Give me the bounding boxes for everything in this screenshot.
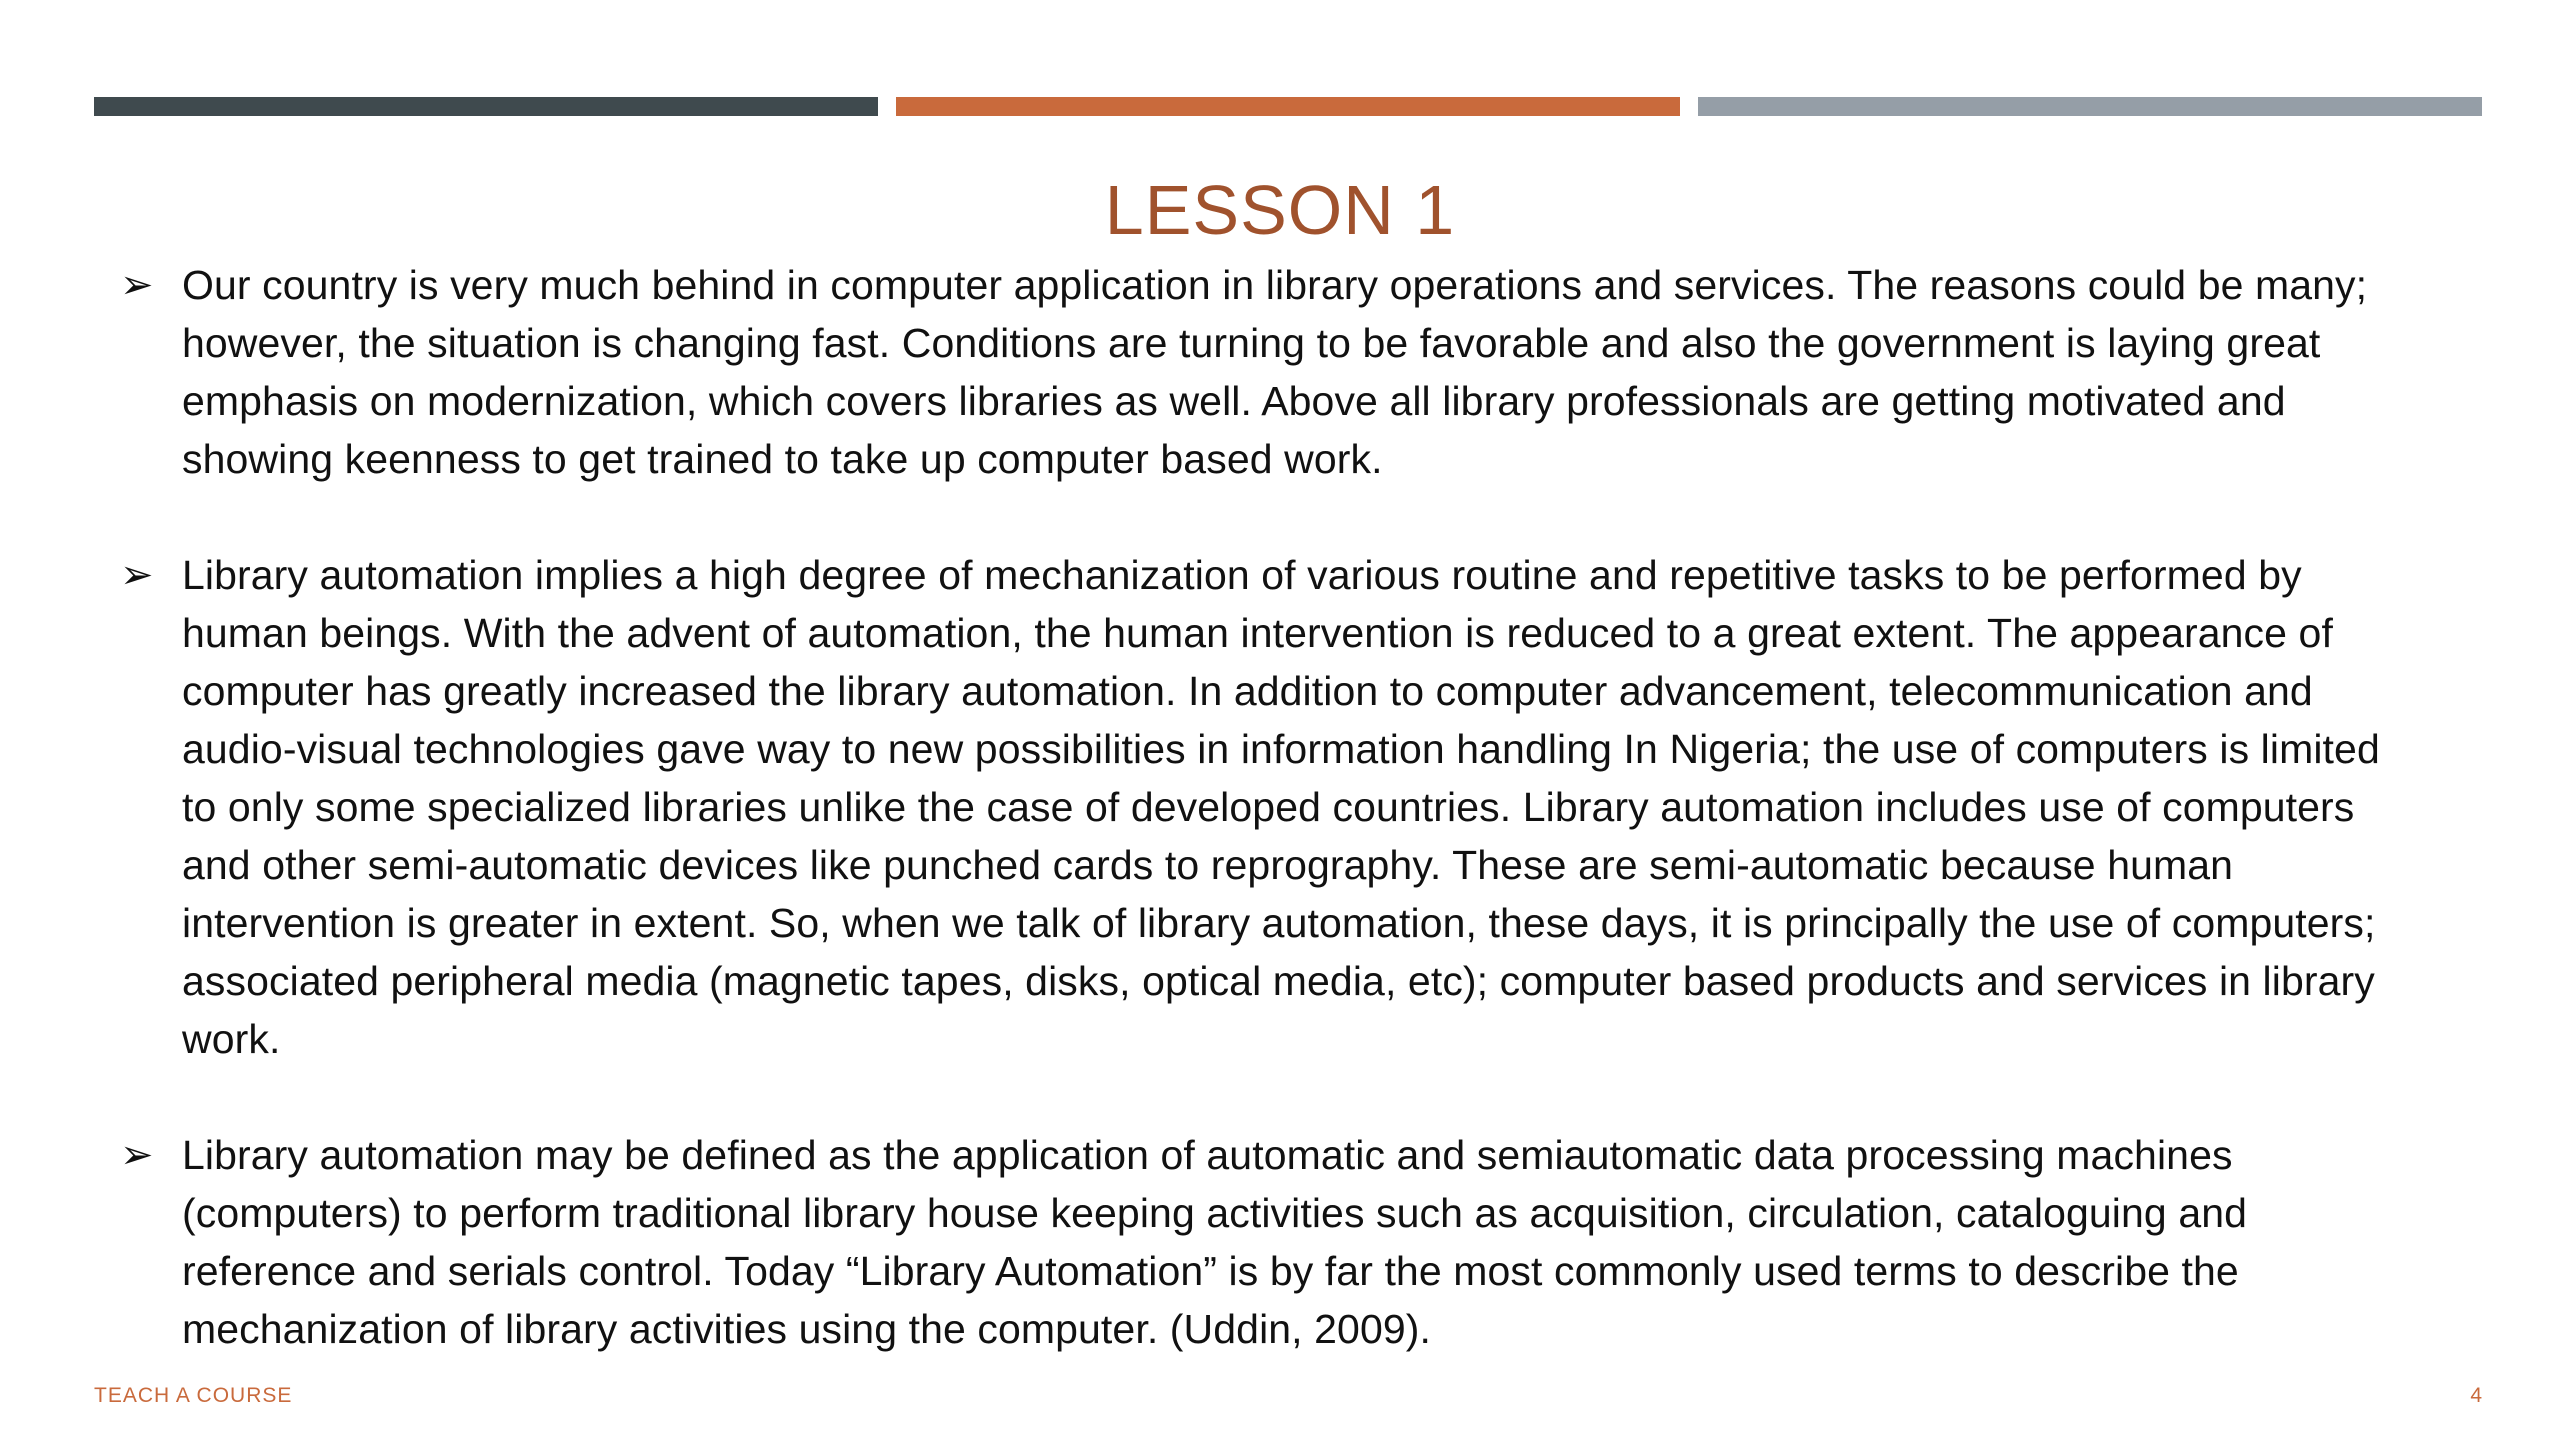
bullet-item	[120, 256, 2420, 488]
top-accent-bar-gray	[1698, 97, 2482, 116]
bullet-text: Our country is very much behind in computer application in library operations and services. The reasons could be many; however, the situation is changing fast. Conditions are turning to be favorable and also the government is laying great emphasis on modernization, which covers libraries as well. Above all library professionals are getting motivated and showing keenness to get trained to take up computer based work.	[182, 262, 2368, 482]
bullet-item	[120, 546, 2420, 1068]
top-accent-bar-orange	[896, 97, 1680, 116]
slide-title: LESSON 1	[1104, 171, 1456, 249]
slide-body	[120, 256, 2420, 1416]
slide-page-number: 4	[2470, 1384, 2482, 1407]
arrow-bullet-icon: ➢	[120, 552, 154, 598]
bullet-text: Library automation implies a high degree of mechanization of various routine and repetitive tasks to be performed by human beings. With the advent of automation, the human intervention is reduced to a great extent. The appearance of computer has greatly increased the library automation. In addition to computer advancement, telecommunication and audio-visual technologies gave way to new possibilities in information handling In Nigeria; the use of computers is limited to only some specialized libraries unlike the case of developed countries. Library automation includes use of computers and other semi-automatic devices like punched cards to reprography. These are semi-automatic because human intervention is greater in extent. So, when we talk of library automation, these days, it is principally the use of computers; associated peripheral media (magnetic tapes, disks, optical media, etc); computer based products and services in library work.	[182, 552, 2380, 1062]
footer-course-label: TEACH A COURSE	[94, 1384, 293, 1407]
top-accent-bar-dark	[94, 97, 878, 116]
bullet-item	[120, 1126, 2420, 1358]
arrow-bullet-icon: ➢	[120, 1132, 154, 1178]
bullet-text: Library automation may be defined as the application of automatic and semiautomatic data processing machines (computers) to perform traditional library house keeping activities such as acquisition, circulation, cataloguing and reference and serials control. Today “Library Automation” is by far the most commonly used terms to describe the mechanization of library activities using the computer. (Uddin, 2009).	[182, 1132, 2248, 1352]
arrow-bullet-icon: ➢	[120, 262, 154, 308]
